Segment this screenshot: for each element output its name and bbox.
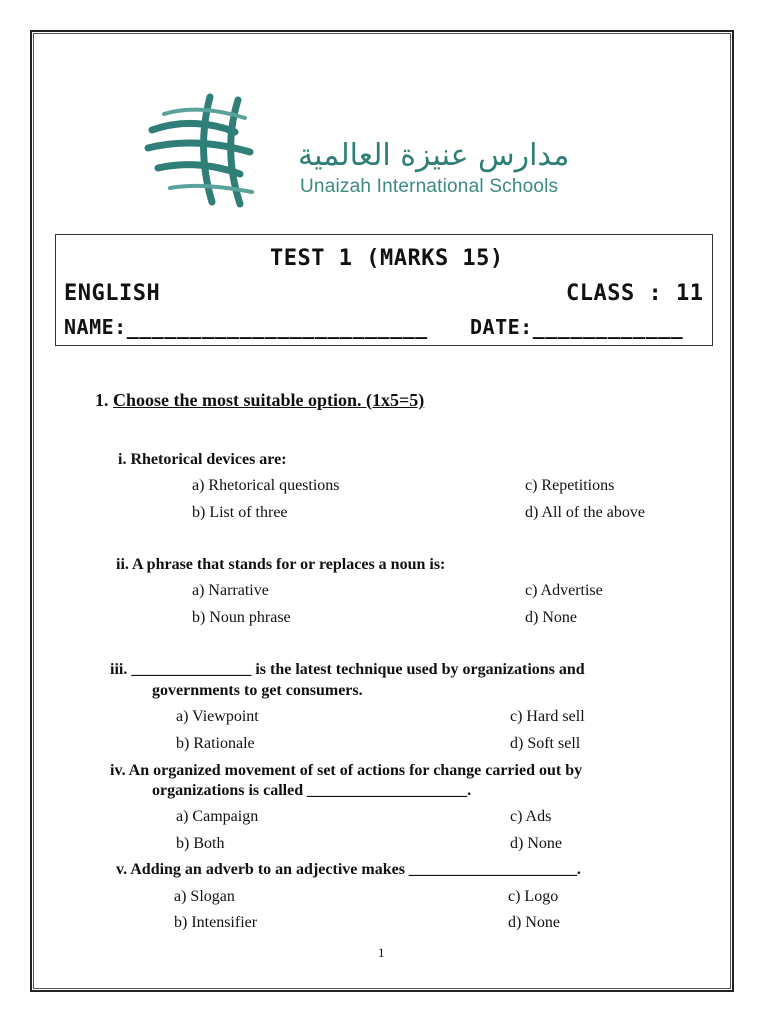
logo-english-text: Unaizah International Schools	[300, 176, 559, 197]
question-4-option-a: a) Campaign	[176, 808, 259, 825]
question-3-option-c: c) Hard sell	[510, 708, 585, 725]
question-2-option-b: b) Noun phrase	[192, 609, 291, 626]
class-label: CLASS : 11	[566, 281, 704, 306]
question-2-option-d: d) None	[525, 609, 577, 626]
question-2-stem: ii. A phrase that stands for or replaces a noun is:	[116, 556, 446, 573]
question-4-option-d: d) None	[510, 835, 562, 852]
page-number: 1	[378, 945, 385, 960]
question-3-option-d: d) Soft sell	[510, 735, 581, 752]
section-title-text: Choose the most suitable option. (1x5=5)	[113, 390, 425, 410]
question-1-option-d: d) All of the above	[525, 504, 645, 521]
date-field: DATE:____________	[470, 315, 684, 339]
logo-arabic-text: مدارس عنيزة العالمية	[298, 138, 570, 173]
question-1-option-a: a) Rhetorical questions	[192, 477, 340, 494]
question-2-option-c: c) Advertise	[525, 582, 603, 599]
question-5-option-b: b) Intensifier	[174, 914, 258, 931]
question-1-option-b: b) List of three	[192, 504, 288, 521]
test-title: TEST 1 (MARKS 15)	[270, 246, 504, 271]
question-5-option-c: c) Logo	[508, 888, 559, 905]
subject-label: ENGLISH	[64, 281, 161, 306]
question-1-stem: i. Rhetorical devices are:	[118, 451, 287, 468]
question-4-option-c: c) Ads	[510, 808, 552, 825]
question-5-option-a: a) Slogan	[174, 888, 235, 905]
question-3-option-a: a) Viewpoint	[176, 708, 259, 725]
section-number: 1.	[95, 390, 109, 410]
question-3-stem-line-1: iii. _______________ is the latest technique used by organizations and	[110, 661, 585, 678]
question-2-option-a: a) Narrative	[192, 582, 269, 599]
name-field: NAME:________________________	[64, 315, 428, 339]
question-3-option-b: b) Rationale	[176, 735, 255, 752]
question-5-stem: v. Adding an adverb to an adjective makes _____________________.	[116, 861, 581, 878]
section-title	[95, 390, 424, 411]
question-4-stem-line-1: iv. An organized movement of set of actions for change carried out by	[110, 762, 583, 779]
question-4-option-b: b) Both	[176, 835, 225, 852]
question-1-option-c: c) Repetitions	[525, 477, 615, 494]
question-3-stem-line-2: governments to get consumers.	[152, 682, 363, 699]
question-5-option-d: d) None	[508, 914, 560, 931]
question-4-stem-line-2: organizations is called ____________________.	[152, 782, 472, 799]
